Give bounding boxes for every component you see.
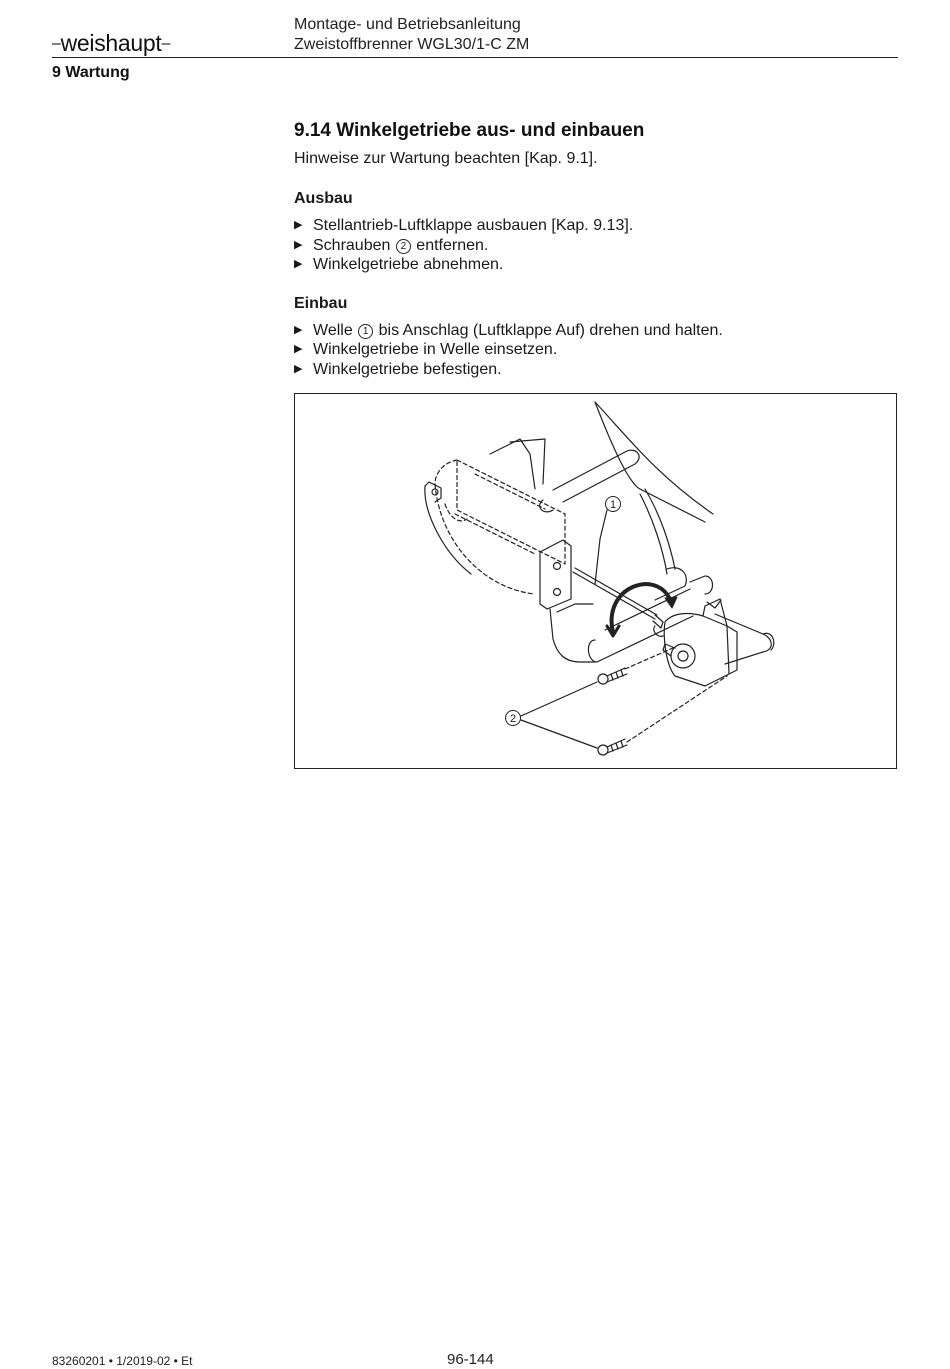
leader-line-2a — [521, 682, 597, 716]
einbau-heading: Einbau — [294, 294, 348, 312]
frame-tube — [550, 609, 595, 662]
callout-2-label: 2 — [509, 713, 517, 725]
chapter-label: 9 Wartung — [52, 64, 130, 81]
bullet-arrow-icon: ▶ — [294, 343, 303, 355]
ausbau-step: ▶ Winkelgetriebe abnehmen. — [294, 256, 504, 273]
callout-ref-1: 1 — [358, 324, 373, 339]
page-number: 96-144 — [447, 1351, 494, 1368]
left-bracket — [425, 482, 441, 502]
housing-outline — [595, 402, 640, 489]
ausbau-heading: Ausbau — [294, 190, 353, 207]
upper-rod — [553, 450, 639, 502]
section-title: 9.14 Winkelgetriebe aus- und einbauen — [294, 120, 645, 141]
document-number: 83260201 • 1/2019-02 • Et — [52, 1354, 193, 1368]
winkelgetriebe-drawing — [295, 394, 896, 768]
mounting-plate — [540, 540, 571, 609]
einbau-step: ▶ Winkelgetriebe in Welle einsetzen. — [294, 341, 558, 358]
bullet-arrow-icon: ▶ — [294, 362, 303, 375]
callout-2-marker — [506, 711, 521, 726]
bullet-arrow-icon: ▶ — [294, 219, 303, 231]
bullet-arrow-icon: ▶ — [294, 238, 303, 251]
bullet-arrow-icon: ▶ — [294, 323, 303, 336]
assembly-illustration — [294, 393, 897, 769]
angle-gearbox — [654, 599, 737, 686]
callout-1-label: 1 — [609, 499, 617, 511]
section-intro: Hinweise zur Wartung beachten [Kap. 9.1]. — [294, 150, 598, 167]
document-title — [294, 15, 529, 55]
leader-line-1 — [595, 510, 607, 584]
bullet-arrow-icon: ▶ — [294, 258, 303, 270]
ausbau-step: ▶ Stellantrieb-Luftklappe ausbauen [Kap. 9.13]. — [294, 217, 634, 234]
screw-lower — [598, 739, 627, 755]
section-content — [294, 118, 898, 379]
einbau-step: ▶ Winkelgetriebe befestigen. — [294, 360, 502, 378]
header-divider — [52, 57, 898, 58]
air-damper-dashed — [435, 460, 565, 594]
callout-ref-2: 2 — [396, 239, 411, 254]
ausbau-step: ▶ Schrauben 2 entfernen. — [294, 236, 489, 254]
ausbau-steps — [294, 216, 898, 275]
einbau-steps — [294, 321, 898, 380]
screw-upper — [598, 668, 627, 684]
alignment-lines — [625, 648, 727, 742]
document-title-line-1: Montage- und Betriebsanleitung — [294, 16, 521, 33]
leader-line-2b — [521, 720, 597, 748]
weishaupt-logo: –weishaupt– — [52, 30, 171, 56]
callout-1-marker — [606, 497, 621, 512]
document-title-line-2: Zweistoffbrenner WGL30/1-C ZM — [294, 36, 530, 53]
einbau-step: ▶ Welle 1 bis Anschlag (Luftklappe Auf) drehen und halten. — [294, 321, 723, 339]
